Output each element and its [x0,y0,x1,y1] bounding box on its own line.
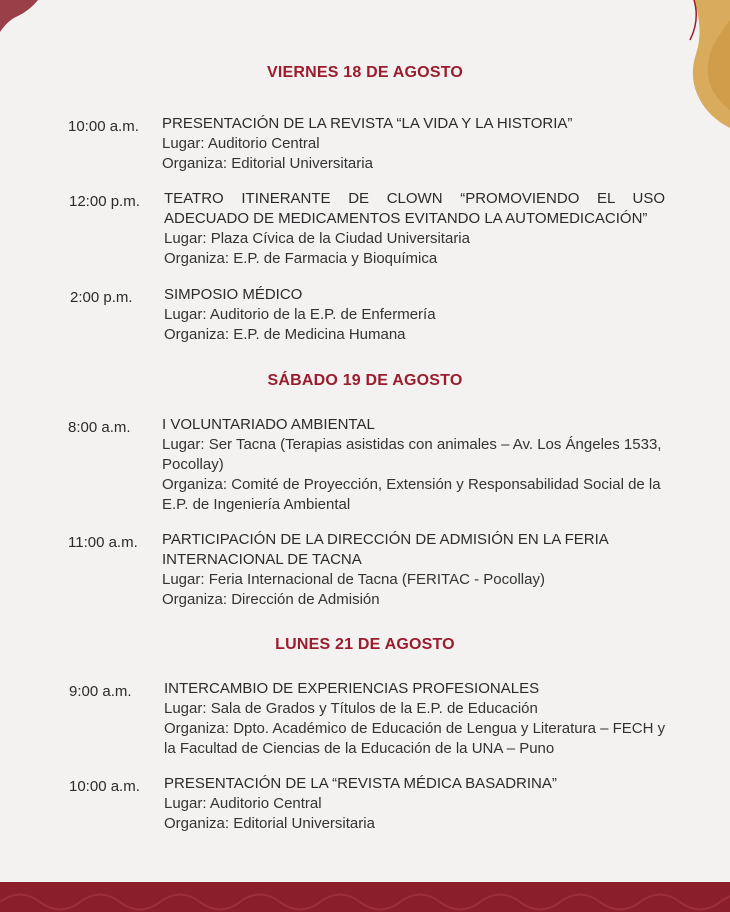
event-details [162,114,670,174]
event-place: Lugar: Plaza Cívica de la Ciudad Universitaria [164,230,470,247]
event-title: PRESENTACIÓN DE LA REVISTA “LA VIDA Y LA HISTORIA” [162,115,573,132]
event-details [164,285,672,345]
event-details [162,530,670,610]
event-organizer: Organiza: E.P. de Medicina Humana [164,326,406,343]
event-organizer: Organiza: E.P. de Farmacia y Bioquímica [164,250,438,267]
event-title: I VOLUNTARIADO AMBIENTAL [162,416,375,433]
event-place: Lugar: Sala de Grados y Títulos de la E.P. de Educación [164,700,538,717]
event-time: 11:00 a.m. [68,534,138,551]
event-time: 10:00 a.m. [69,778,140,795]
event-organizer: Organiza: Comité de Proyección, Extensión y Responsabilidad Social de la E.P. de Ingeniería Ambiental [162,476,661,513]
event-details [164,189,665,269]
event-details [164,774,672,834]
event-organizer: Organiza: Dpto. Académico de Educación de Lengua y Literatura – FECH y la Facultad de Ciencias de la Educación de la UNA – Puno [164,720,666,757]
day-heading: SÁBADO 19 DE AGOSTO [267,372,463,389]
event-details [162,415,670,515]
event-time: 10:00 a.m. [68,118,139,135]
event-time: 9:00 a.m. [69,683,132,700]
day-heading: VIERNES 18 DE AGOSTO [266,64,464,81]
event-details [164,679,672,759]
event-organizer: Organiza: Editorial Universitaria [162,155,373,172]
event-title: PRESENTACIÓN DE LA “REVISTA MÉDICA BASADRINA” [164,775,557,792]
event-time: 12:00 p.m. [69,193,140,210]
event-title: INTERCAMBIO DE EXPERIENCIAS PROFESIONALES [164,680,540,697]
event-time: 8:00 a.m. [68,419,131,436]
event-place: Lugar: Feria Internacional de Tacna (FERITAC - Pocollay) [162,571,545,588]
day-heading: LUNES 21 DE AGOSTO [275,636,455,653]
bottom-ornament-band [0,882,730,912]
event-organizer: Organiza: Editorial Universitaria [164,815,375,832]
event-place: Lugar: Ser Tacna (Terapias asistidas con animales – Av. Los Ángeles 1533, Pocollay) [162,436,662,473]
event-place: Lugar: Auditorio de la E.P. de Enfermería [164,306,436,323]
event-place: Lugar: Auditorio Central [164,795,322,812]
event-organizer: Organiza: Dirección de Admisión [162,591,380,608]
corner-ornament-left [0,0,40,40]
event-title: TEATRO ITINERANTE DE CLOWN “PROMOVIENDO EL USO ADECUADO DE MEDICAMENTOS EVITANDO LA AUTOMEDICACIÓN” [164,190,665,227]
event-title: SIMPOSIO MÉDICO [164,286,303,303]
event-title: PARTICIPACIÓN DE LA DIRECCIÓN DE ADMISIÓN EN LA FERIA INTERNACIONAL DE TACNA [162,531,608,568]
event-place: Lugar: Auditorio Central [162,135,320,152]
event-time: 2:00 p.m. [70,289,133,306]
